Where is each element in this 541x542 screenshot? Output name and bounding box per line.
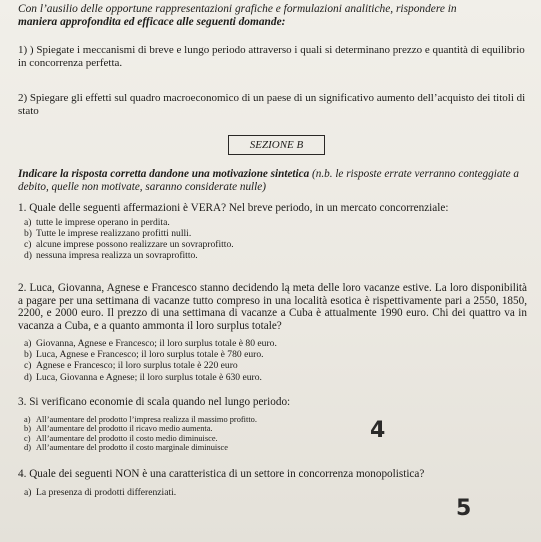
question-text: 3. Si verificano economie di scala quando nel lungo periodo: <box>18 396 291 408</box>
section-title: SEZIONE B <box>228 135 325 155</box>
option-c: c) All’aumentare del prodotto il costo medio diminuisce. <box>24 433 218 443</box>
instructions-bold: Indicare la risposta corretta dandone una motivazione sintetica <box>18 168 310 180</box>
question-text: 1. Quale delle seguenti affermazioni è VERA? Nel breve periodo, in un mercato concorrenziale: <box>18 202 449 214</box>
handwritten-answer-5: 5 <box>456 496 472 521</box>
option-a: a) Giovanna, Agnese e Francesco; il loro surplus totale è 80 euro. <box>24 338 277 349</box>
intro-line-1: Con l’ausilio delle opportune rappresentazioni grafiche e formulazioni analitiche, rispondere in <box>18 3 457 15</box>
options-list <box>18 338 527 383</box>
options-list <box>18 217 527 262</box>
option-a: a) tutte le imprese operano in perdita. <box>24 216 170 228</box>
options-list <box>18 487 527 498</box>
option-b: b) Luca, Agnese e Francesco; il loro surplus totale è 780 euro. <box>24 349 264 361</box>
option-c: c) alcune imprese possono realizzare un sovraprofitto. <box>24 238 234 250</box>
instructions <box>18 168 527 193</box>
question-1 <box>18 202 527 261</box>
option-b: b) All’aumentare del prodotto il ricavo medio aumenta. <box>24 424 213 434</box>
question-text: 2. Luca, Giovanna, Agnese e Francesco stanno decidendo lą meta delle loro vacanze estive. La loro disponibilità a pagare per una settimana di vacanze tutto compreso in una località esotica è rispettivamente pari a 2550, 1850, 2200, e 2000 euro. Il prezzo di una settimana di vacanze a Cuba è attualmente 1990 euro. Chi dei quattro va in vacanza a Cuba, e a quanto ammonta il loro surplus totale? <box>18 282 527 332</box>
options-list <box>18 415 527 453</box>
question-2 <box>18 282 527 383</box>
option-d: d) All’aumentare del prodotto il costo marginale diminuisce <box>24 443 228 453</box>
option-d: d) Luca, Giovanna e Agnese; il loro surplus totale è 630 euro. <box>24 371 262 383</box>
instructions-rest: (n.b. le risposte errate verranno conteggiate a debito, quelle non motivate, saranno considerate nulle) <box>18 168 519 193</box>
option-a: a) All’aumentare del prodotto l’impresa realizza il massimo profitto. <box>24 414 257 424</box>
option-c: c) Agnese e Francesco; il loro surplus totale è 220 euro <box>24 360 238 372</box>
handwritten-answer-4: 4 <box>370 418 386 443</box>
open-question-1: 1) ) Spiegate i meccanismi di breve e lungo periodo attraverso i quali si determinano prezzo e quantità di equilibrio in concorrenza perfetta. <box>18 44 525 69</box>
question-text: 4. Quale dei seguenti NON è una caratteristica di un settore in concorrenza monopolistica? <box>18 468 425 480</box>
option-b: b) Tutte le imprese realizzano profitti nulli. <box>24 227 192 239</box>
open-question-2: 2) Spiegare gli effetti sul quadro macroeconomico di un paese di un significativo aumento dell’acquisto dei titoli di stato <box>18 92 526 117</box>
option-a: a) La presenza di prodotti differenziati. <box>24 486 177 498</box>
question-4 <box>18 468 527 498</box>
option-d: d) nessuna impresa realizza un sovraprofitto. <box>24 250 198 262</box>
intro-text <box>18 3 527 28</box>
question-3 <box>18 396 527 453</box>
intro-line-2: maniera approfondita ed efficace alle seguenti domande: <box>18 15 286 28</box>
